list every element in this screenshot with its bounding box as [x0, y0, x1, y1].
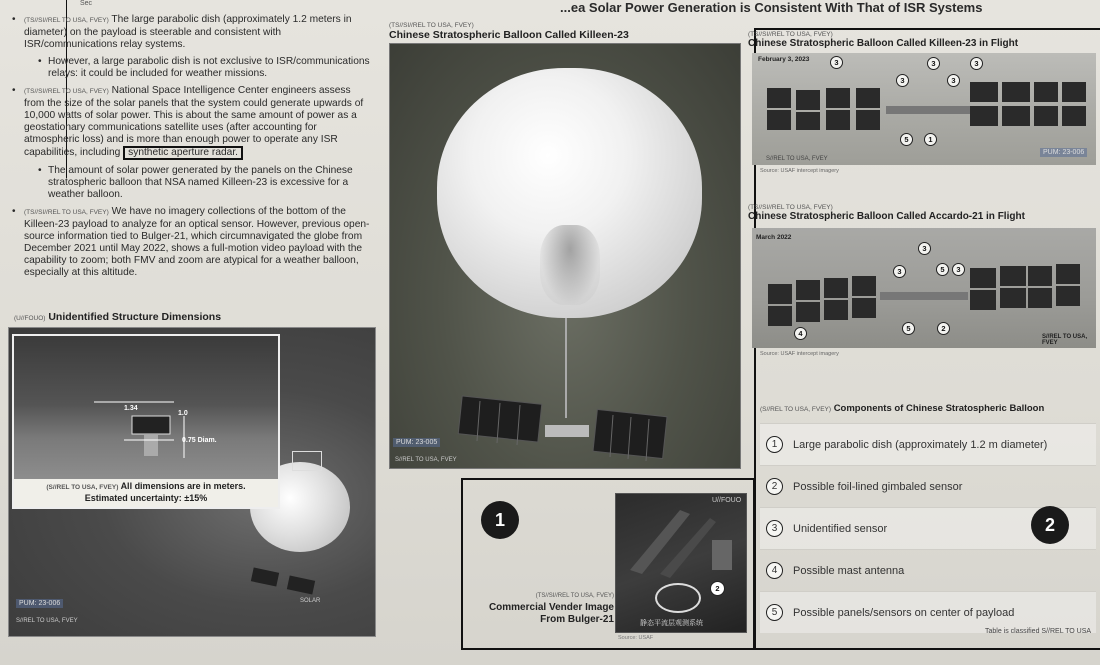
photo-tag: PUM: 23-005: [393, 438, 440, 447]
classification-marking: (TS//SI//REL TO USA, FVEY): [389, 22, 474, 29]
photo-callout: 3: [927, 57, 940, 70]
photo-callout: 5: [902, 322, 915, 335]
right-figure-2-title: [748, 204, 1025, 222]
classification-marking: (U//FOUO): [14, 315, 46, 322]
page-heading: ...ea Solar Power Generation is Consistent With That of ISR Systems: [560, 0, 983, 15]
left-figure-title: [14, 311, 221, 323]
component-number: 3: [766, 520, 783, 537]
components-table-title: [760, 403, 1044, 414]
table-row: [760, 591, 1096, 633]
photo-callout: 5: [900, 133, 913, 146]
highlight-box: [292, 451, 322, 471]
caption-line: From Bulger-21: [540, 614, 614, 625]
subparagraph-dish: • However, a large parabolic dish is not exclusive to ISR/communications relays: it could be included for weather missions.: [10, 56, 370, 80]
figure-title-text: Chinese Stratospheric Balloon Called Killeen-23: [389, 29, 629, 41]
photo-date: February 3, 2023: [758, 56, 810, 63]
photo-callout: 3: [893, 265, 906, 278]
paragraph-imagery: [10, 206, 370, 279]
figure-title-text: Chinese Stratospheric Balloon Called Killeen-23 in Flight: [748, 38, 1019, 49]
table-row: [760, 423, 1096, 465]
payload-graphic: [455, 395, 670, 465]
paragraph-text: The large parabolic dish (approximately 1.2 meters in diameter) on the payload is steerable and consistent with ISR/communications relay systems.: [24, 14, 352, 50]
classification-marking: (TS//SI//REL TO USA, FVEY): [24, 17, 109, 24]
component-label: Possible mast antenna: [793, 564, 905, 577]
caption-line: Commercial Vender Image: [488, 602, 614, 613]
paragraph-text: We have no imagery collections of the bottom of the Killeen-23 payload to analyze for an optical sensor. However, previous open-source information tied to Bulger-21, which circumnavigated the globe from December 2021 until May 2022, shows a full-motion video payload with the capability to zoom; both FMV and zoom are atypical for a weather balloon, especially at this altitude.: [24, 206, 370, 278]
component-number: 5: [766, 604, 783, 621]
right-figure-1-title: [748, 31, 1018, 49]
photo-callout: 3: [830, 56, 843, 69]
component-label: Possible foil-lined gimbaled sensor: [793, 480, 963, 493]
left-text-column: [10, 14, 370, 284]
classification-marking: (TS//SI//REL TO USA, FVEY): [24, 209, 109, 216]
inner-callout-badge: 2: [710, 581, 725, 596]
boxed-phrase: synthetic aperture radar.: [123, 146, 243, 160]
classification-marking: (TS//SI//REL TO USA, FVEY): [24, 88, 109, 95]
photo-callout: 5: [936, 263, 949, 276]
paragraph-solar-power: [10, 85, 370, 160]
solar-label: SOLAR: [300, 598, 321, 604]
vendor-photo-structure: [620, 500, 740, 580]
photo-source: Source: USAF: [618, 635, 654, 641]
classification-marking: (TS//SI//REL TO USA, FVEY): [748, 31, 833, 38]
caption-line: Estimated uncertainty: ±15%: [84, 493, 208, 503]
killeen-payload-graphic: [762, 80, 1092, 140]
photo-date: March 2022: [756, 234, 792, 241]
component-label: Large parabolic dish (approximately 1.2 m diameter): [793, 438, 1048, 451]
photo-tag: PUM: 23-006: [16, 599, 63, 608]
photo-source: Source: USAF intercept imagery: [760, 168, 839, 174]
photo-callout: 2: [937, 322, 950, 335]
photo-classification: S//REL TO USA, FVEY: [1042, 334, 1088, 346]
photo-tag: U//FOUO: [712, 497, 742, 504]
photo-callout: 3: [918, 242, 931, 255]
photo-classification: S//REL TO USA, FVEY: [16, 618, 78, 624]
inset-caption: [14, 479, 278, 507]
table-classification-note: Table is classified S//REL TO USA: [985, 628, 1092, 635]
classification-marking: (TS//SI//REL TO USA, FVEY): [535, 593, 614, 599]
photo-callout: 3: [952, 263, 965, 276]
paragraph-text: National Space Intelligence Center engineers assess from the size of the solar panels that the system could generate upwards of 10,000 watts of solar power. This is about the same amount of power as a geostationary communications satellite uses (after accounting for atmospheric loss) and is more than enough power to operate any ISR capabilities, including: [24, 85, 364, 158]
photo-classification: S//REL TO USA, FVEY: [766, 156, 828, 162]
figure-title-text: Chinese Stratospheric Balloon Called Accardo-21 in Flight: [748, 211, 1025, 222]
photo-callout: 3: [947, 74, 960, 87]
paragraph-dish: [10, 14, 370, 51]
emblem-icon: [655, 583, 701, 613]
component-number: 4: [766, 562, 783, 579]
component-label: Possible panels/sensors on center of payload: [793, 606, 1015, 619]
table-row: [760, 549, 1096, 591]
center-figure-title: [389, 22, 629, 41]
table-title-text: Components of Chinese Stratospheric Balloon: [833, 403, 1045, 414]
table-row: [760, 465, 1096, 507]
figure-title-text: Unidentified Structure Dimensions: [48, 311, 222, 323]
dimension-diagram: [14, 336, 278, 476]
balloon-fold-shadow: [540, 225, 600, 305]
chinese-label: 静态平流层观测系统: [640, 620, 703, 627]
component-label: Unidentified sensor: [793, 522, 888, 535]
dimension-label: 1.34: [124, 405, 138, 412]
accardo-payload-graphic: [766, 262, 1096, 332]
classification-marking: (S//REL TO USA, FVEY): [760, 406, 832, 413]
subparagraph-solar: • The amount of solar power generated by the panels on the Chinese stratospheric balloon that NSA named Killeen-23 is excessive for a weather balloon.: [10, 165, 370, 201]
photo-callout: 3: [970, 57, 983, 70]
dimension-label: 1.0: [178, 410, 188, 417]
photo-classification: S//REL TO USA, FVEY: [395, 457, 457, 463]
callout-badge: 1: [481, 501, 519, 539]
corner-mark: Sec: [80, 0, 93, 7]
component-number: 2: [766, 478, 783, 495]
photo-source: Source: USAF intercept imagery: [760, 351, 839, 357]
callout-badge: 2: [1031, 506, 1069, 544]
dimension-label: 0.75 Diam.: [182, 437, 217, 444]
photo-callout: 1: [924, 133, 937, 146]
vendor-image-caption: [468, 590, 614, 626]
photo-callout: 4: [794, 327, 807, 340]
component-number: 1: [766, 436, 783, 453]
photo-callout: 3: [896, 74, 909, 87]
classification-marking: (S//REL TO USA, FVEY): [46, 484, 119, 491]
classification-marking: (TS//SI//REL TO USA, FVEY): [748, 204, 833, 211]
photo-tag: PUM: 23-006: [1040, 148, 1087, 157]
caption-line: All dimensions are in meters.: [120, 481, 246, 491]
